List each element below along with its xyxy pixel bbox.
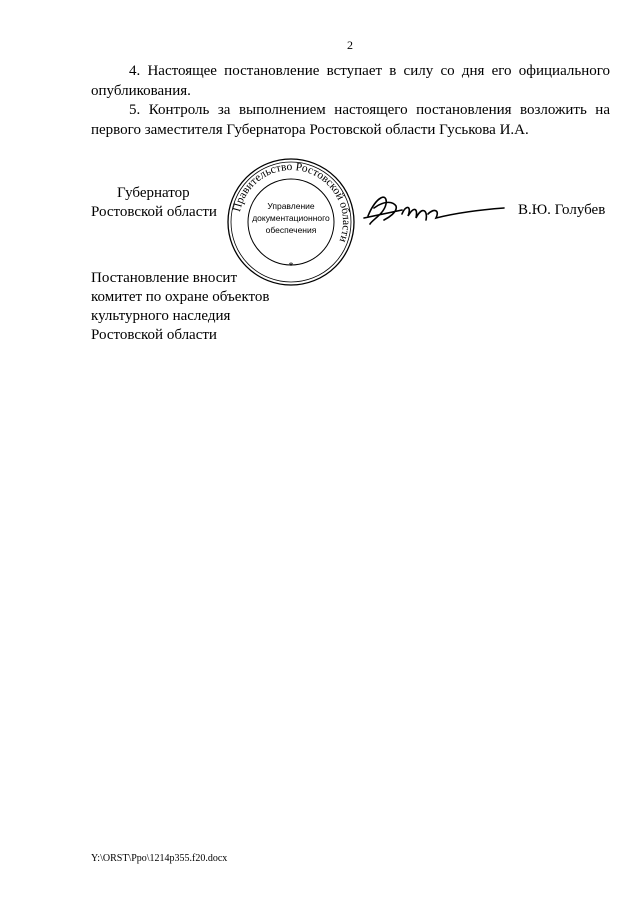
signer-name: В.Ю. Голубев <box>518 202 606 218</box>
page-number: 2 <box>347 38 353 52</box>
stamp-inner-line3: обеспечения <box>265 225 317 235</box>
governor-title-line2: Ростовской области <box>91 204 217 220</box>
stamp-outer-text: Правительство Ростовской области <box>231 160 353 244</box>
svg-text:*: * <box>288 261 294 272</box>
stamp-inner-line1: Управление <box>267 201 315 211</box>
paragraph-4 <box>91 61 610 101</box>
introduced-by-line4: Ростовской области <box>91 327 217 343</box>
introduced-by-block <box>91 269 269 345</box>
governor-title <box>91 184 217 222</box>
handwritten-signature <box>362 188 507 233</box>
governor-title-line1: Губернатор <box>117 185 190 201</box>
introduced-by-line1: Постановление вносит <box>91 270 238 286</box>
introduced-by-line2: комитет по охране объектов <box>91 289 270 305</box>
paragraph-4-text: 4. Настоящее постановление вступает в силу со дня его официального опубликования. <box>91 63 610 99</box>
introduced-by-line3: культурного наследия <box>91 308 231 324</box>
paragraph-5 <box>91 100 610 140</box>
footer-file-path: Y:\ORST\Ppo\1214p355.f20.docx <box>91 853 228 864</box>
official-stamp <box>226 157 356 287</box>
paragraph-5-text: 5. Контроль за выполнением настоящего постановления возложить на первого заместителя Губернатора Ростовской области Гуськова И.А. <box>91 102 610 138</box>
stamp-inner-line2: документационного <box>252 213 330 223</box>
